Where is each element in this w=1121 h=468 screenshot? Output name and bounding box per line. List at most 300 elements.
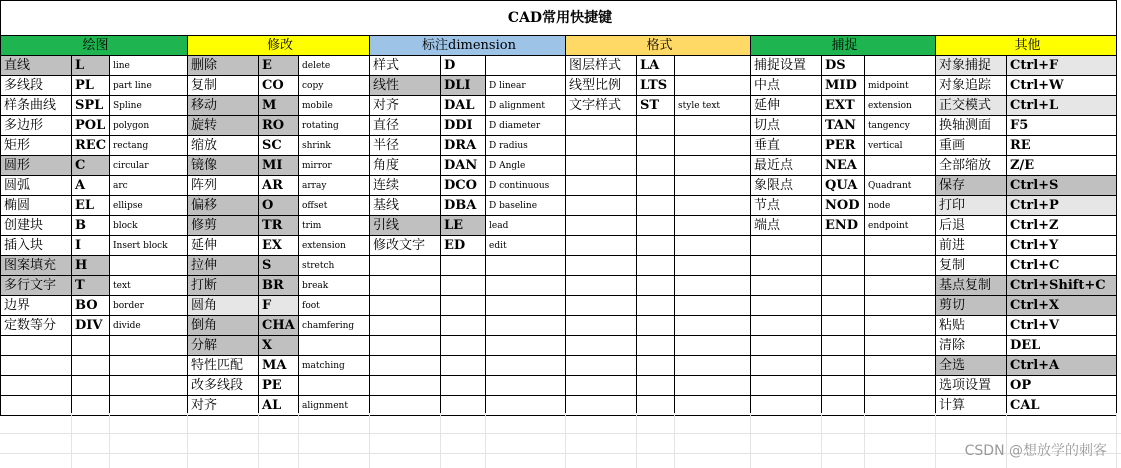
empty-cell[interactable] (675, 136, 751, 156)
snap-name-cell[interactable]: 最近点 (751, 156, 822, 176)
empty-cell[interactable] (370, 316, 441, 336)
empty-cell[interactable] (865, 236, 936, 256)
empty-cell[interactable] (637, 316, 675, 336)
empty-cell[interactable] (1, 336, 72, 356)
draw-name-cell[interactable]: 椭圆 (1, 196, 72, 216)
other-name-cell[interactable]: 计算 (936, 396, 1007, 416)
annotation-name-cell[interactable]: 样式 (370, 56, 441, 76)
modify-desc-cell[interactable]: foot (299, 296, 370, 316)
empty-cell[interactable] (822, 356, 865, 376)
snap-desc-cell[interactable]: endpoint (865, 216, 936, 236)
snap-desc-cell[interactable]: node (865, 196, 936, 216)
empty-cell[interactable] (822, 376, 865, 396)
empty-cell[interactable] (637, 276, 675, 296)
modify-code-cell[interactable]: X (259, 336, 299, 356)
empty-cell[interactable] (110, 336, 188, 356)
draw-code-cell[interactable]: I (72, 236, 110, 256)
snap-name-cell[interactable]: 象限点 (751, 176, 822, 196)
modify-code-cell[interactable]: SC (259, 136, 299, 156)
modify-desc-cell[interactable]: shrink (299, 136, 370, 156)
format-desc-cell[interactable]: style text (675, 96, 751, 116)
snap-desc-cell[interactable]: tangency (865, 116, 936, 136)
empty-cell[interactable] (566, 176, 637, 196)
modify-code-cell[interactable]: M (259, 96, 299, 116)
other-name-cell[interactable]: 粘贴 (936, 316, 1007, 336)
other-name-cell[interactable]: 基点复制 (936, 276, 1007, 296)
empty-cell[interactable] (1, 356, 72, 376)
empty-cell[interactable] (566, 376, 637, 396)
annotation-code-cell[interactable]: DDI (441, 116, 486, 136)
category-header-other[interactable]: 其他 (936, 36, 1117, 56)
snap-name-cell[interactable]: 捕捉设置 (751, 56, 822, 76)
empty-cell[interactable] (751, 376, 822, 396)
other-code-cell[interactable]: Z/E (1007, 156, 1117, 176)
snap-code-cell[interactable]: PER (822, 136, 865, 156)
annotation-code-cell[interactable]: DLI (441, 76, 486, 96)
other-name-cell[interactable]: 保存 (936, 176, 1007, 196)
snap-name-cell[interactable]: 垂直 (751, 136, 822, 156)
other-name-cell[interactable]: 选项设置 (936, 376, 1007, 396)
empty-cell[interactable] (566, 276, 637, 296)
other-name-cell[interactable]: 剪切 (936, 296, 1007, 316)
modify-desc-cell[interactable]: mirror (299, 156, 370, 176)
modify-desc-cell[interactable]: copy (299, 76, 370, 96)
draw-code-cell[interactable]: EL (72, 196, 110, 216)
snap-name-cell[interactable]: 延伸 (751, 96, 822, 116)
empty-cell[interactable] (637, 356, 675, 376)
empty-cell[interactable] (441, 356, 486, 376)
empty-cell[interactable] (675, 336, 751, 356)
empty-cell[interactable] (822, 336, 865, 356)
modify-name-cell[interactable]: 缩放 (188, 136, 259, 156)
annotation-code-cell[interactable]: DBA (441, 196, 486, 216)
other-name-cell[interactable]: 清除 (936, 336, 1007, 356)
draw-desc-cell[interactable]: polygon (110, 116, 188, 136)
draw-name-cell[interactable]: 圆弧 (1, 176, 72, 196)
draw-code-cell[interactable]: REC (72, 136, 110, 156)
empty-cell[interactable] (72, 336, 110, 356)
snap-desc-cell[interactable]: vertical (865, 136, 936, 156)
draw-code-cell[interactable]: L (72, 56, 110, 76)
other-name-cell[interactable]: 换轴测面 (936, 116, 1007, 136)
empty-cell[interactable] (865, 336, 936, 356)
modify-code-cell[interactable]: TR (259, 216, 299, 236)
category-header-draw[interactable]: 绘图 (1, 36, 188, 56)
annotation-code-cell[interactable]: DCO (441, 176, 486, 196)
other-code-cell[interactable]: Ctrl+W (1007, 76, 1117, 96)
empty-cell[interactable] (865, 376, 936, 396)
snap-name-cell[interactable]: 端点 (751, 216, 822, 236)
other-code-cell[interactable]: Ctrl+L (1007, 96, 1117, 116)
empty-cell[interactable] (486, 356, 566, 376)
draw-desc-cell[interactable]: rectang (110, 136, 188, 156)
modify-desc-cell[interactable]: extension (299, 236, 370, 256)
format-code-cell[interactable]: LA (637, 56, 675, 76)
format-code-cell[interactable]: ST (637, 96, 675, 116)
empty-cell[interactable] (441, 316, 486, 336)
other-name-cell[interactable]: 对象捕捉 (936, 56, 1007, 76)
empty-cell[interactable] (865, 256, 936, 276)
format-name-cell[interactable]: 文字样式 (566, 96, 637, 116)
other-name-cell[interactable]: 正交模式 (936, 96, 1007, 116)
snap-code-cell[interactable]: END (822, 216, 865, 236)
modify-name-cell[interactable]: 旋转 (188, 116, 259, 136)
format-desc-cell[interactable] (675, 76, 751, 96)
empty-cell[interactable] (566, 116, 637, 136)
modify-code-cell[interactable]: RO (259, 116, 299, 136)
modify-desc-cell[interactable]: offset (299, 196, 370, 216)
modify-code-cell[interactable]: O (259, 196, 299, 216)
empty-cell[interactable] (441, 296, 486, 316)
modify-name-cell[interactable]: 特性匹配 (188, 356, 259, 376)
modify-name-cell[interactable]: 改多线段 (188, 376, 259, 396)
empty-cell[interactable] (637, 156, 675, 176)
draw-desc-cell[interactable]: part line (110, 76, 188, 96)
snap-desc-cell[interactable]: midpoint (865, 76, 936, 96)
modify-desc-cell[interactable] (299, 376, 370, 396)
draw-code-cell[interactable]: POL (72, 116, 110, 136)
empty-cell[interactable] (637, 256, 675, 276)
modify-code-cell[interactable]: MI (259, 156, 299, 176)
empty-cell[interactable] (675, 176, 751, 196)
empty-cell[interactable] (566, 236, 637, 256)
draw-desc-cell[interactable]: Spline (110, 96, 188, 116)
modify-desc-cell[interactable]: break (299, 276, 370, 296)
modify-code-cell[interactable]: CO (259, 76, 299, 96)
empty-cell[interactable] (751, 316, 822, 336)
other-code-cell[interactable]: DEL (1007, 336, 1117, 356)
modify-code-cell[interactable]: F (259, 296, 299, 316)
draw-name-cell[interactable]: 多线段 (1, 76, 72, 96)
draw-name-cell[interactable]: 矩形 (1, 136, 72, 156)
other-code-cell[interactable]: Ctrl+C (1007, 256, 1117, 276)
annotation-name-cell[interactable]: 线性 (370, 76, 441, 96)
empty-cell[interactable] (751, 276, 822, 296)
empty-cell[interactable] (110, 356, 188, 376)
empty-cell[interactable] (566, 336, 637, 356)
empty-cell[interactable] (441, 376, 486, 396)
modify-name-cell[interactable]: 阵列 (188, 176, 259, 196)
draw-code-cell[interactable]: DIV (72, 316, 110, 336)
category-header-annotation[interactable]: 标注dimension (370, 36, 566, 56)
empty-cell[interactable] (370, 376, 441, 396)
empty-cell[interactable] (370, 256, 441, 276)
other-code-cell[interactable]: Ctrl+V (1007, 316, 1117, 336)
other-code-cell[interactable]: Ctrl+Y (1007, 236, 1117, 256)
empty-cell[interactable] (486, 376, 566, 396)
modify-desc-cell[interactable]: stretch (299, 256, 370, 276)
annotation-desc-cell[interactable]: D diameter (486, 116, 566, 136)
empty-cell[interactable] (675, 156, 751, 176)
empty-cell[interactable] (566, 316, 637, 336)
modify-desc-cell[interactable]: matching (299, 356, 370, 376)
annotation-name-cell[interactable]: 连续 (370, 176, 441, 196)
empty-cell[interactable] (822, 276, 865, 296)
empty-cell[interactable] (675, 216, 751, 236)
format-code-cell[interactable]: LTS (637, 76, 675, 96)
annotation-code-cell[interactable]: D (441, 56, 486, 76)
annotation-name-cell[interactable]: 修改文字 (370, 236, 441, 256)
other-code-cell[interactable]: CAL (1007, 396, 1117, 416)
snap-desc-cell[interactable] (865, 156, 936, 176)
empty-cell[interactable] (822, 236, 865, 256)
modify-name-cell[interactable]: 删除 (188, 56, 259, 76)
category-header-modify[interactable]: 修改 (188, 36, 370, 56)
modify-desc-cell[interactable]: trim (299, 216, 370, 236)
annotation-desc-cell[interactable]: edit (486, 236, 566, 256)
draw-name-cell[interactable]: 创建块 (1, 216, 72, 236)
other-name-cell[interactable]: 后退 (936, 216, 1007, 236)
empty-cell[interactable] (675, 376, 751, 396)
empty-cell[interactable] (1, 376, 72, 396)
annotation-desc-cell[interactable]: lead (486, 216, 566, 236)
draw-name-cell[interactable]: 插入块 (1, 236, 72, 256)
modify-name-cell[interactable]: 偏移 (188, 196, 259, 216)
modify-name-cell[interactable]: 分解 (188, 336, 259, 356)
draw-code-cell[interactable]: A (72, 176, 110, 196)
modify-code-cell[interactable]: EX (259, 236, 299, 256)
snap-name-cell[interactable]: 切点 (751, 116, 822, 136)
modify-code-cell[interactable]: MA (259, 356, 299, 376)
modify-desc-cell[interactable]: mobile (299, 96, 370, 116)
empty-cell[interactable] (486, 336, 566, 356)
modify-code-cell[interactable]: CHA (259, 316, 299, 336)
annotation-desc-cell[interactable]: D linear (486, 76, 566, 96)
other-code-cell[interactable]: RE (1007, 136, 1117, 156)
empty-cell[interactable] (675, 256, 751, 276)
modify-code-cell[interactable]: E (259, 56, 299, 76)
empty-cell[interactable] (675, 196, 751, 216)
other-name-cell[interactable]: 全部缩放 (936, 156, 1007, 176)
snap-name-cell[interactable]: 节点 (751, 196, 822, 216)
empty-cell[interactable] (637, 176, 675, 196)
draw-code-cell[interactable]: PL (72, 76, 110, 96)
modify-code-cell[interactable]: BR (259, 276, 299, 296)
empty-cell[interactable] (675, 296, 751, 316)
modify-code-cell[interactable]: S (259, 256, 299, 276)
empty-cell[interactable] (486, 296, 566, 316)
format-name-cell[interactable]: 图层样式 (566, 56, 637, 76)
snap-code-cell[interactable]: DS (822, 56, 865, 76)
draw-code-cell[interactable]: SPL (72, 96, 110, 116)
annotation-desc-cell[interactable]: D radius (486, 136, 566, 156)
empty-cell[interactable] (637, 376, 675, 396)
modify-desc-cell[interactable]: rotating (299, 116, 370, 136)
draw-code-cell[interactable]: T (72, 276, 110, 296)
modify-desc-cell[interactable]: alignment (299, 396, 370, 416)
empty-cell[interactable] (486, 276, 566, 296)
snap-code-cell[interactable]: QUA (822, 176, 865, 196)
format-name-cell[interactable]: 线型比例 (566, 76, 637, 96)
empty-cell[interactable] (441, 256, 486, 276)
snap-code-cell[interactable]: NOD (822, 196, 865, 216)
empty-cell[interactable] (370, 276, 441, 296)
annotation-desc-cell[interactable]: D baseline (486, 196, 566, 216)
draw-name-cell[interactable]: 多行文字 (1, 276, 72, 296)
modify-name-cell[interactable]: 拉伸 (188, 256, 259, 276)
annotation-code-cell[interactable]: LE (441, 216, 486, 236)
other-code-cell[interactable]: Ctrl+F (1007, 56, 1117, 76)
annotation-code-cell[interactable]: ED (441, 236, 486, 256)
empty-cell[interactable] (637, 216, 675, 236)
other-code-cell[interactable]: Ctrl+P (1007, 196, 1117, 216)
other-code-cell[interactable]: Ctrl+Shift+C (1007, 276, 1117, 296)
draw-desc-cell[interactable] (110, 256, 188, 276)
other-name-cell[interactable]: 对象追踪 (936, 76, 1007, 96)
draw-desc-cell[interactable]: border (110, 296, 188, 316)
empty-cell[interactable] (637, 196, 675, 216)
draw-desc-cell[interactable]: divide (110, 316, 188, 336)
empty-cell[interactable] (637, 236, 675, 256)
empty-cell[interactable] (637, 116, 675, 136)
draw-desc-cell[interactable]: arc (110, 176, 188, 196)
snap-desc-cell[interactable] (865, 56, 936, 76)
other-name-cell[interactable]: 重画 (936, 136, 1007, 156)
modify-name-cell[interactable]: 打断 (188, 276, 259, 296)
draw-code-cell[interactable]: C (72, 156, 110, 176)
draw-name-cell[interactable]: 多边形 (1, 116, 72, 136)
other-name-cell[interactable]: 打印 (936, 196, 1007, 216)
empty-cell[interactable] (566, 136, 637, 156)
modify-name-cell[interactable]: 复制 (188, 76, 259, 96)
empty-cell[interactable] (751, 336, 822, 356)
empty-cell[interactable] (675, 116, 751, 136)
draw-desc-cell[interactable]: circular (110, 156, 188, 176)
modify-code-cell[interactable]: AR (259, 176, 299, 196)
empty-cell[interactable] (566, 196, 637, 216)
modify-desc-cell[interactable]: chamfering (299, 316, 370, 336)
empty-cell[interactable] (441, 336, 486, 356)
empty-cell[interactable] (486, 316, 566, 336)
empty-cell[interactable] (486, 256, 566, 276)
other-name-cell[interactable]: 全选 (936, 356, 1007, 376)
draw-desc-cell[interactable]: line (110, 56, 188, 76)
annotation-name-cell[interactable]: 基线 (370, 196, 441, 216)
empty-cell[interactable] (822, 256, 865, 276)
snap-code-cell[interactable]: TAN (822, 116, 865, 136)
annotation-name-cell[interactable]: 直径 (370, 116, 441, 136)
modify-desc-cell[interactable]: delete (299, 56, 370, 76)
modify-name-cell[interactable]: 修剪 (188, 216, 259, 236)
empty-cell[interactable] (566, 356, 637, 376)
empty-cell[interactable] (566, 216, 637, 236)
annotation-name-cell[interactable]: 引线 (370, 216, 441, 236)
draw-code-cell[interactable]: H (72, 256, 110, 276)
empty-cell[interactable] (675, 276, 751, 296)
annotation-desc-cell[interactable] (486, 56, 566, 76)
annotation-desc-cell[interactable]: D alignment (486, 96, 566, 116)
empty-cell[interactable] (675, 236, 751, 256)
empty-cell[interactable] (370, 336, 441, 356)
snap-code-cell[interactable]: NEA (822, 156, 865, 176)
empty-cell[interactable] (675, 356, 751, 376)
sheet-title[interactable]: CAD常用快捷键 (1, 1, 1117, 36)
empty-cell[interactable] (370, 296, 441, 316)
modify-name-cell[interactable]: 倒角 (188, 316, 259, 336)
annotation-code-cell[interactable]: DAL (441, 96, 486, 116)
empty-cell[interactable] (637, 136, 675, 156)
draw-code-cell[interactable]: BO (72, 296, 110, 316)
draw-desc-cell[interactable]: text (110, 276, 188, 296)
modify-code-cell[interactable]: AL (259, 396, 299, 416)
empty-cell[interactable] (637, 336, 675, 356)
modify-name-cell[interactable]: 对齐 (188, 396, 259, 416)
draw-name-cell[interactable]: 定数等分 (1, 316, 72, 336)
modify-desc-cell[interactable]: array (299, 176, 370, 196)
annotation-name-cell[interactable]: 半径 (370, 136, 441, 156)
snap-desc-cell[interactable]: Quadrant (865, 176, 936, 196)
annotation-desc-cell[interactable]: D continuous (486, 176, 566, 196)
snap-desc-cell[interactable]: extension (865, 96, 936, 116)
snap-name-cell[interactable]: 中点 (751, 76, 822, 96)
empty-cell[interactable] (865, 296, 936, 316)
empty-cell[interactable] (865, 356, 936, 376)
draw-name-cell[interactable]: 图案填充 (1, 256, 72, 276)
empty-cell[interactable] (865, 276, 936, 296)
annotation-code-cell[interactable]: DAN (441, 156, 486, 176)
draw-name-cell[interactable]: 直线 (1, 56, 72, 76)
annotation-code-cell[interactable]: DRA (441, 136, 486, 156)
empty-cell[interactable] (72, 376, 110, 396)
empty-cell[interactable] (822, 316, 865, 336)
draw-name-cell[interactable]: 边界 (1, 296, 72, 316)
draw-name-cell[interactable]: 样条曲线 (1, 96, 72, 116)
empty-cell[interactable] (751, 356, 822, 376)
empty-cell[interactable] (72, 356, 110, 376)
modify-desc-cell[interactable] (299, 336, 370, 356)
empty-cell[interactable] (566, 156, 637, 176)
other-code-cell[interactable]: OP (1007, 376, 1117, 396)
annotation-desc-cell[interactable]: D Angle (486, 156, 566, 176)
draw-desc-cell[interactable]: ellipse (110, 196, 188, 216)
modify-code-cell[interactable]: PE (259, 376, 299, 396)
empty-cell[interactable] (566, 296, 637, 316)
empty-cell[interactable] (441, 276, 486, 296)
modify-name-cell[interactable]: 延伸 (188, 236, 259, 256)
other-code-cell[interactable]: Ctrl+S (1007, 176, 1117, 196)
category-header-format[interactable]: 格式 (566, 36, 751, 56)
snap-code-cell[interactable]: MID (822, 76, 865, 96)
other-code-cell[interactable]: Ctrl+Z (1007, 216, 1117, 236)
draw-code-cell[interactable]: B (72, 216, 110, 236)
empty-cell[interactable] (675, 316, 751, 336)
empty-cell[interactable] (751, 296, 822, 316)
draw-desc-cell[interactable]: Insert block (110, 236, 188, 256)
draw-desc-cell[interactable]: block (110, 216, 188, 236)
empty-cell[interactable] (566, 256, 637, 276)
annotation-name-cell[interactable]: 角度 (370, 156, 441, 176)
empty-cell[interactable] (751, 236, 822, 256)
modify-name-cell[interactable]: 圆角 (188, 296, 259, 316)
empty-cell[interactable] (751, 256, 822, 276)
other-code-cell[interactable]: Ctrl+A (1007, 356, 1117, 376)
format-desc-cell[interactable] (675, 56, 751, 76)
empty-cell[interactable] (110, 376, 188, 396)
other-name-cell[interactable]: 前进 (936, 236, 1007, 256)
other-name-cell[interactable]: 复制 (936, 256, 1007, 276)
modify-name-cell[interactable]: 移动 (188, 96, 259, 116)
snap-code-cell[interactable]: EXT (822, 96, 865, 116)
empty-cell[interactable] (865, 316, 936, 336)
category-header-snap[interactable]: 捕捉 (751, 36, 936, 56)
draw-name-cell[interactable]: 圆形 (1, 156, 72, 176)
empty-cell[interactable] (637, 296, 675, 316)
empty-cell[interactable] (822, 296, 865, 316)
modify-name-cell[interactable]: 镜像 (188, 156, 259, 176)
other-code-cell[interactable]: Ctrl+X (1007, 296, 1117, 316)
empty-cell[interactable] (370, 356, 441, 376)
other-code-cell[interactable]: F5 (1007, 116, 1117, 136)
